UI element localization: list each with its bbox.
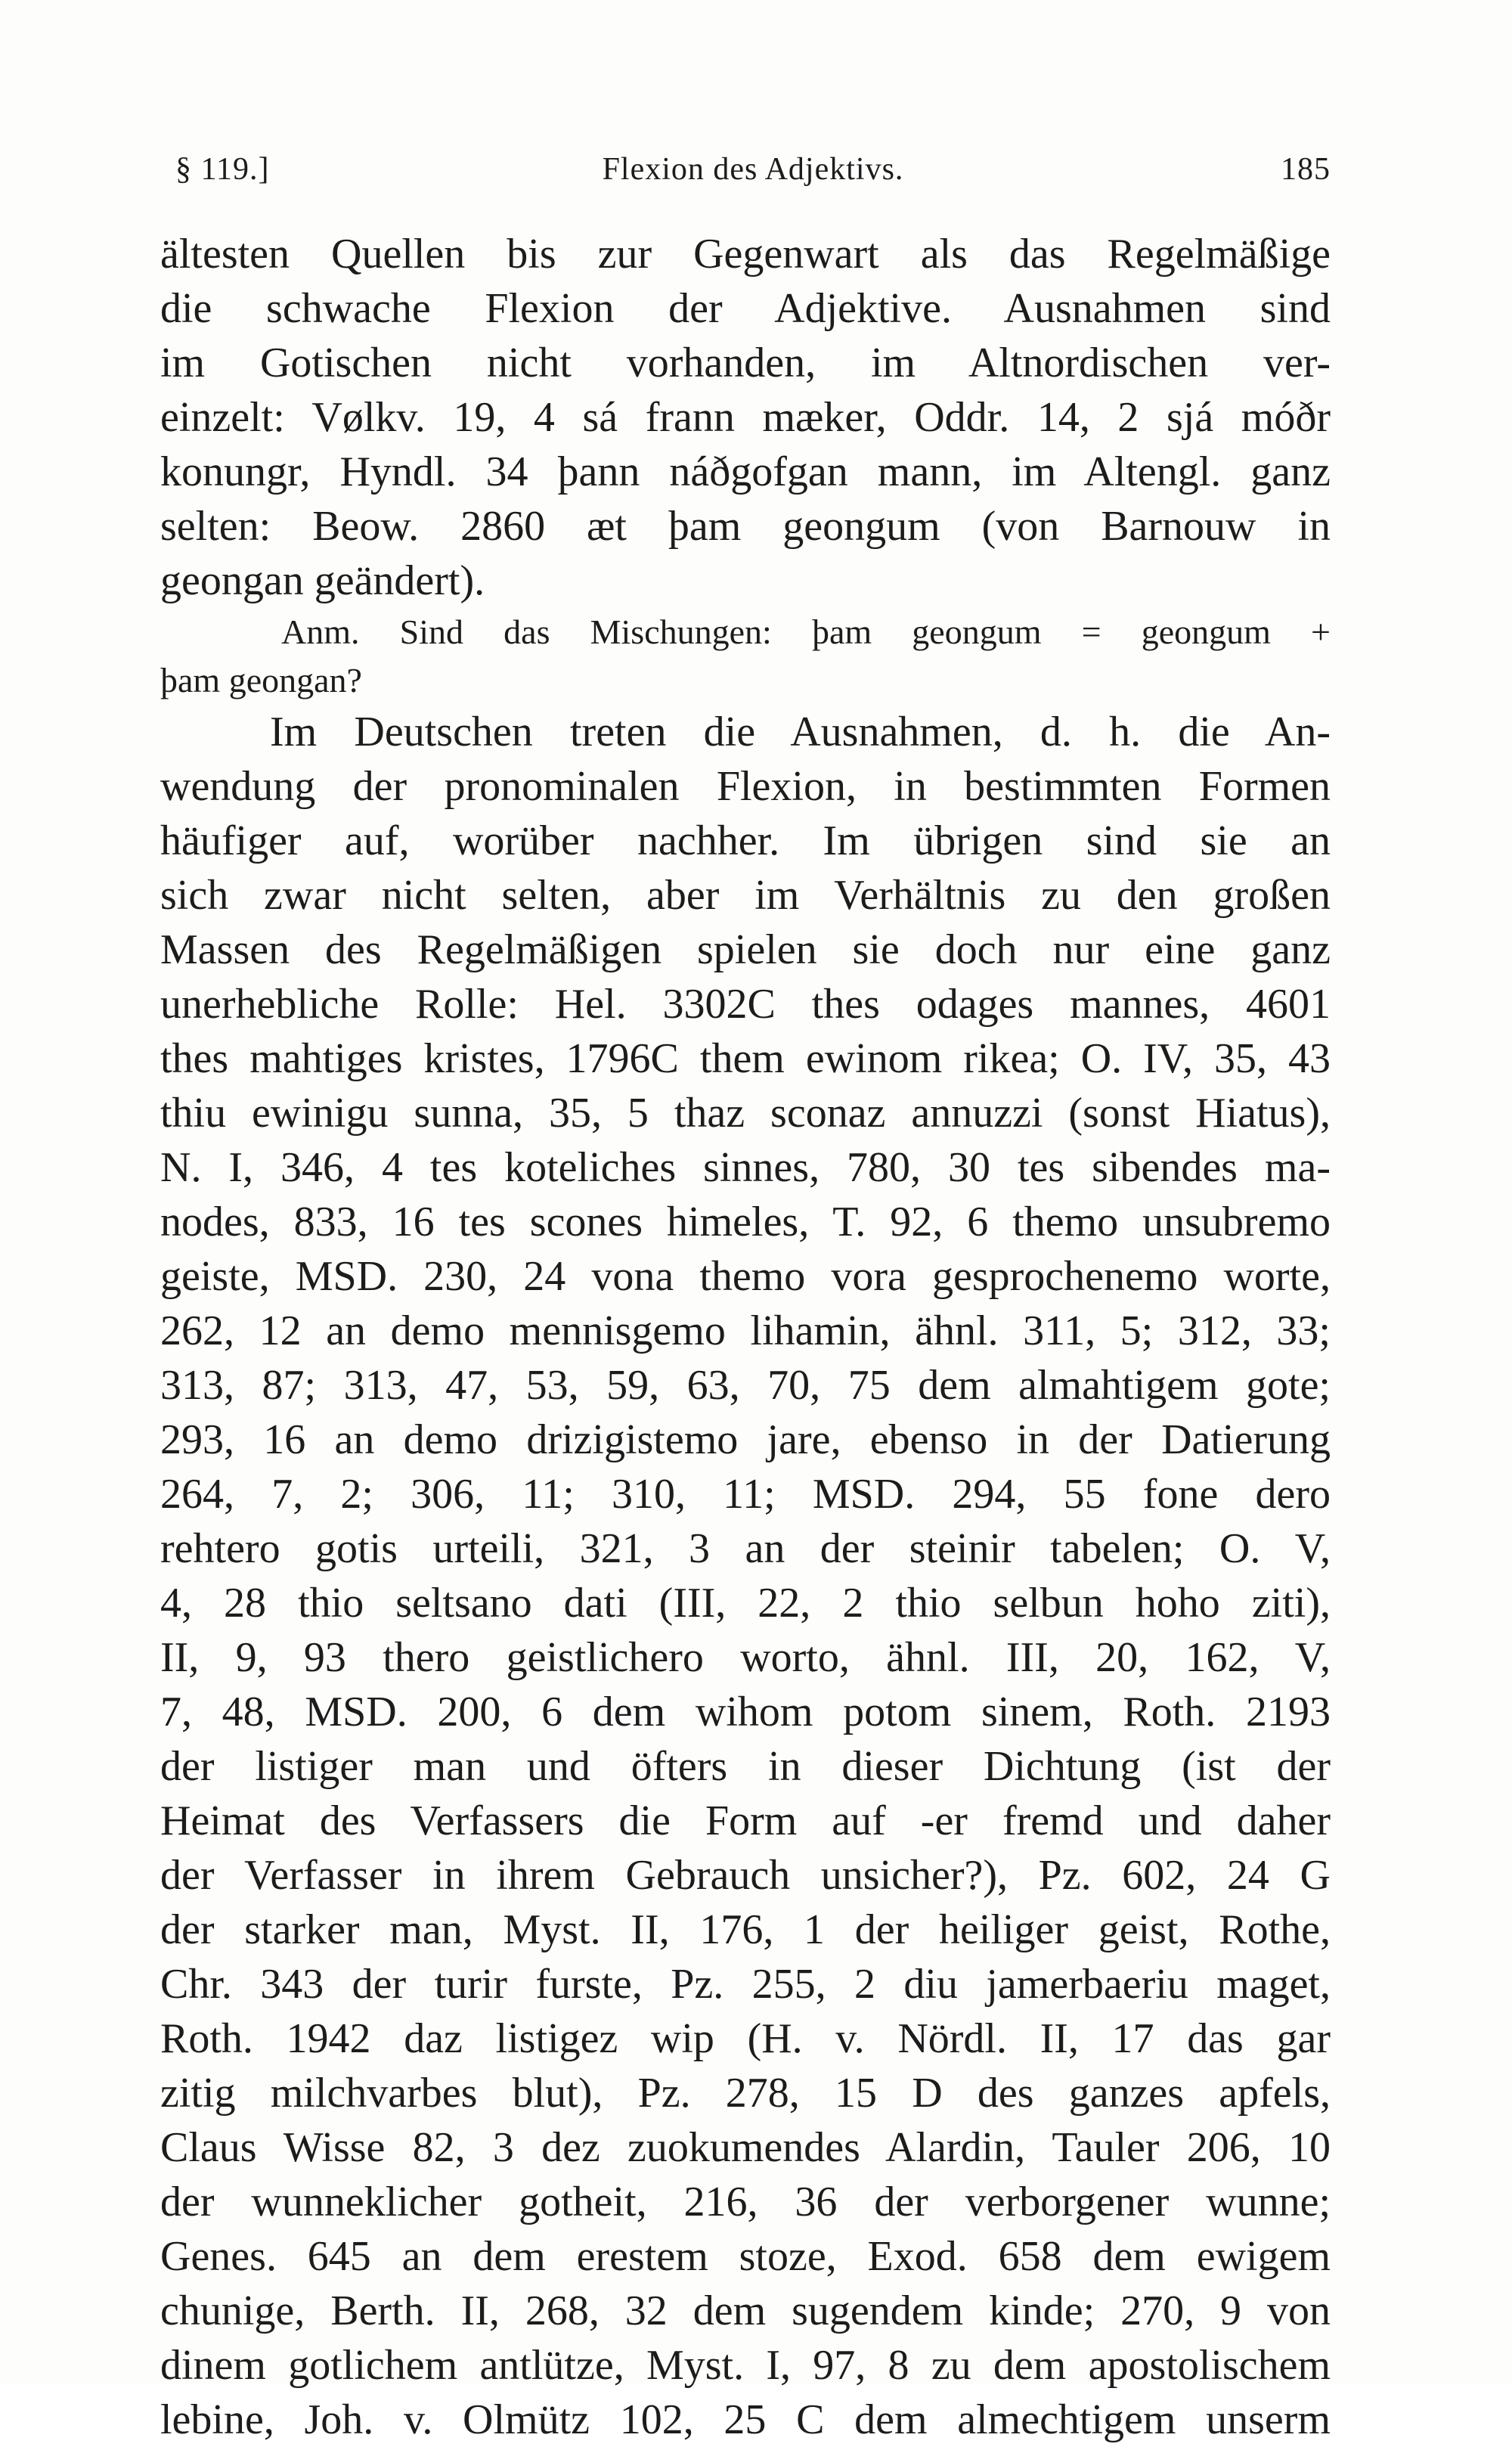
- text-line: rehtero gotis urteili, 321, 3 an der steinir tabelen; O. V,: [160, 1525, 1331, 1572]
- text-line: thiu ewinigu sunna, 35, 5 thaz sconaz annuzzi (sonst Hiatus),: [160, 1090, 1331, 1137]
- text-line: zitig milchvarbes blut), Pz. 278, 15 D des ganzes apfels,: [160, 2070, 1331, 2117]
- text-line: Massen des Regelmäßigen spielen sie doch nur eine ganz: [160, 926, 1331, 973]
- text-line: der starker man, Myst. II, 176, 1 der heiliger geist, Rothe,: [160, 1906, 1331, 1953]
- running-title: Flexion des Adjektivs.: [602, 152, 904, 187]
- text-line: geiste, MSD. 230, 24 vona themo vora gesprochenemo worte,: [160, 1253, 1331, 1300]
- page-number: 185: [1281, 152, 1331, 187]
- text-line: 313, 87; 313, 47, 53, 59, 63, 70, 75 dem almahtigem gote;: [160, 1362, 1331, 1409]
- text-line: 293, 16 an demo drizigistemo jare, ebenso in der Datierung: [160, 1416, 1331, 1463]
- annotation-line: þam geongan?: [160, 661, 362, 699]
- body-text: [160, 227, 1331, 2447]
- text-line: häufiger auf, worüber nachher. Im übrigen sind sie an: [160, 817, 1331, 864]
- text-line: 264, 7, 2; 306, 11; 310, 11; MSD. 294, 55 fone dero: [160, 1471, 1331, 1518]
- text-line: der wunneklicher gotheit, 216, 36 der verborgener wunne;: [160, 2179, 1331, 2225]
- text-line: Heimat des Verfassers die Form auf -er fremd und daher: [160, 1797, 1331, 1844]
- text-line: 4, 28 thio seltsano dati (III, 22, 2 thio selbun hoho ziti),: [160, 1580, 1331, 1627]
- text-line: einzelt: Vølkv. 19, 4 sá frann mæker, Oddr. 14, 2 sjá móðr: [160, 394, 1331, 441]
- text-line: Genes. 645 an dem erestem stoze, Exod. 658 dem ewigem: [160, 2233, 1331, 2280]
- section-reference: § 119.]: [175, 152, 270, 187]
- text-line: thes mahtiges kristes, 1796C them ewinom rikea; O. IV, 35, 43: [160, 1035, 1331, 1082]
- text-line: unerhebliche Rolle: Hel. 3302C thes odages mannes, 4601: [160, 981, 1331, 1028]
- text-line: Claus Wisse 82, 3 dez zuokumendes Alardin, Tauler 206, 10: [160, 2124, 1331, 2171]
- text-line: chunige, Berth. II, 268, 32 dem sugendem kinde; 270, 9 von: [160, 2287, 1331, 2334]
- text-line: der Verfasser in ihrem Gebrauch unsicher?), Pz. 602, 24 G: [160, 1852, 1331, 1899]
- text-line: lebine, Joh. v. Olmütz 102, 25 C dem almechtigem unserm: [160, 2396, 1331, 2443]
- text-line: selten: Beow. 2860 æt þam geongum (von Barnouw in: [160, 503, 1331, 550]
- text-line: nodes, 833, 16 tes scones himeles, T. 92, 6 themo unsubremo: [160, 1199, 1331, 1245]
- text-line: die schwache Flexion der Adjektive. Ausnahmen sind: [160, 285, 1331, 332]
- text-line: wendung der pronominalen Flexion, in bestimmten Formen: [160, 763, 1331, 810]
- text-line: sich zwar nicht selten, aber im Verhältnis zu den großen: [160, 872, 1331, 919]
- text-line: der listiger man und öfters in dieser Dichtung (ist der: [160, 1743, 1331, 1790]
- text-line: dinem gotlichem antlütze, Myst. I, 97, 8 zu dem apostolischem: [160, 2342, 1331, 2389]
- text-line: Chr. 343 der turir furste, Pz. 255, 2 diu jamerbaeriu maget,: [160, 1961, 1331, 2008]
- annotation-line: Anm. Sind das Mischungen: þam geongum = geongum +: [281, 613, 1331, 651]
- page-header: [175, 151, 1331, 197]
- text-line: 262, 12 an demo mennisgemo lihamin, ähnl. 311, 5; 312, 33;: [160, 1307, 1331, 1354]
- text-line: konungr, Hyndl. 34 þann náðgofgan mann, im Altengl. ganz: [160, 448, 1331, 495]
- text-line: 7, 48, MSD. 200, 6 dem wihom potom sinem, Roth. 2193: [160, 1689, 1331, 1735]
- text-line: geongan geändert).: [160, 557, 485, 604]
- text-line: Im Deutschen treten die Ausnahmen, d. h. die An-: [270, 709, 1331, 755]
- text-line: Roth. 1942 daz listigez wip (H. v. Nördl. II, 17 das gar: [160, 2015, 1331, 2062]
- text-line: im Gotischen nicht vorhanden, im Altnordischen ver-: [160, 340, 1331, 386]
- text-line: N. I, 346, 4 tes koteliches sinnes, 780, 30 tes sibendes ma-: [160, 1144, 1331, 1191]
- text-line: ältesten Quellen bis zur Gegenwart als das Regelmäßige: [160, 231, 1331, 278]
- text-line: II, 9, 93 thero geistlichero worto, ähnl. III, 20, 162, V,: [160, 1634, 1331, 1681]
